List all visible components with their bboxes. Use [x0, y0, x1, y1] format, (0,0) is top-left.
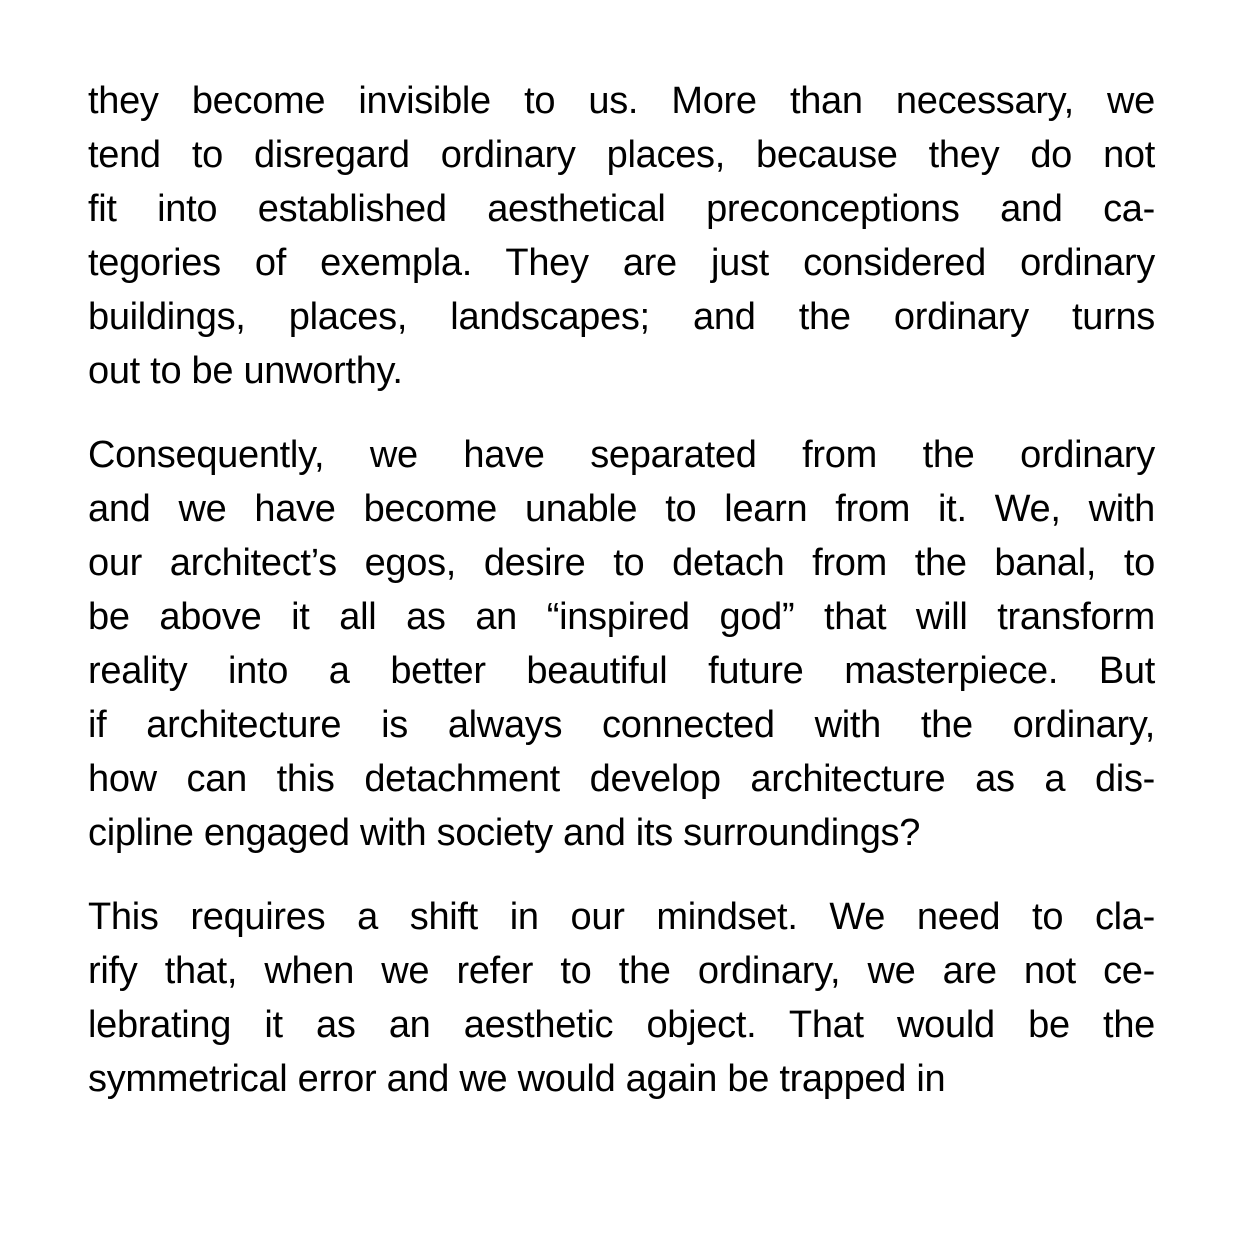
- text-line: cipline engaged with society and its surroundings?: [88, 812, 921, 854]
- paragraph-2: [88, 428, 1155, 860]
- text-line: This requires a shift in our mindset. We need to cla-: [88, 896, 1155, 938]
- text-line: tegories of exempla. They are just considered ordinary: [88, 242, 1155, 284]
- paragraph-1: [88, 74, 1155, 398]
- text-line: buildings, places, landscapes; and the ordinary turns: [88, 296, 1155, 338]
- text-line: tend to disregard ordinary places, because they do not: [88, 134, 1155, 176]
- text-line: fit into established aesthetical preconceptions and ca-: [88, 188, 1155, 230]
- paragraph-3: [88, 890, 1155, 1106]
- text-line: reality into a better beautiful future masterpiece. But: [88, 650, 1155, 692]
- text-line: be above it all as an “inspired god” that will transform: [88, 596, 1155, 638]
- text-line: lebrating it as an aesthetic object. That would be the: [88, 1004, 1155, 1046]
- text-line: out to be unworthy.: [88, 350, 403, 392]
- text-line: how can this detachment develop architecture as a dis-: [88, 758, 1155, 800]
- text-line: if architecture is always connected with the ordinary,: [88, 704, 1155, 746]
- text-column: [88, 74, 1155, 1106]
- text-line: they become invisible to us. More than necessary, we: [88, 80, 1155, 122]
- text-line: and we have become unable to learn from it. We, with: [88, 488, 1155, 530]
- text-line: our architect’s egos, desire to detach from the banal, to: [88, 542, 1155, 584]
- text-line: Consequently, we have separated from the ordinary: [88, 434, 1155, 476]
- text-line: rify that, when we refer to the ordinary, we are not ce-: [88, 950, 1155, 992]
- text-line: symmetrical error and we would again be trapped in: [88, 1058, 946, 1100]
